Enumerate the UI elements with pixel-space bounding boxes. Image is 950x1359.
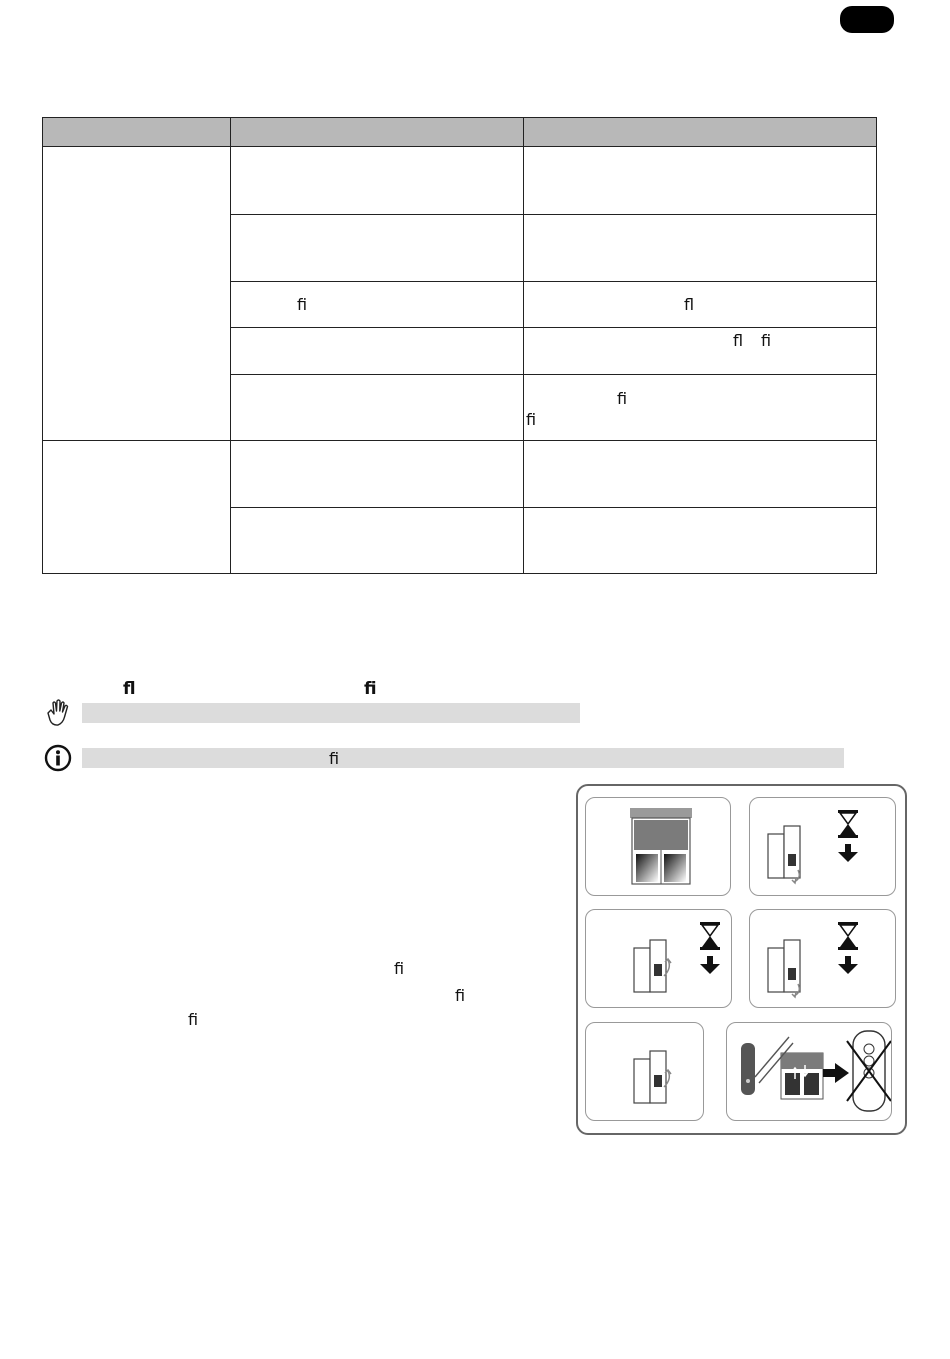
- step-1-window-blind: [585, 797, 731, 896]
- table-cell-glyph: ﬁ: [297, 295, 308, 314]
- step-6-motor-confirm: [726, 1022, 892, 1121]
- procedure-illustration-panel: [576, 784, 907, 1135]
- step-3-power-on-wait: [585, 909, 732, 1008]
- info-band-glyph: ﬁ: [329, 749, 340, 768]
- table-cell-glyph: ﬁ: [617, 389, 628, 408]
- page-badge: [840, 6, 894, 33]
- table-header-row: [43, 118, 876, 147]
- body-glyph: ﬁ: [188, 1010, 199, 1029]
- body-glyph: ﬁ: [394, 959, 405, 978]
- info-circle-icon: [44, 744, 72, 772]
- section-heading-glyph: ﬁ: [364, 679, 377, 699]
- warning-band: [82, 703, 580, 723]
- section-heading-glyph: ﬂ: [123, 679, 136, 699]
- table-cell-glyph: ﬁ: [761, 331, 772, 350]
- table-cell-glyph: ﬂ: [733, 331, 744, 350]
- hand-stop-icon: [42, 698, 72, 728]
- step-5-power-on: [585, 1022, 704, 1121]
- troubleshooting-table: [42, 117, 877, 574]
- info-band: [82, 748, 844, 768]
- step-4-power-off-wait: [749, 909, 896, 1008]
- table-cell-glyph: ﬁ: [526, 410, 537, 429]
- table-cell-glyph: ﬂ: [684, 295, 695, 314]
- step-2-power-off-wait: [749, 797, 896, 896]
- body-glyph: ﬁ: [455, 986, 466, 1005]
